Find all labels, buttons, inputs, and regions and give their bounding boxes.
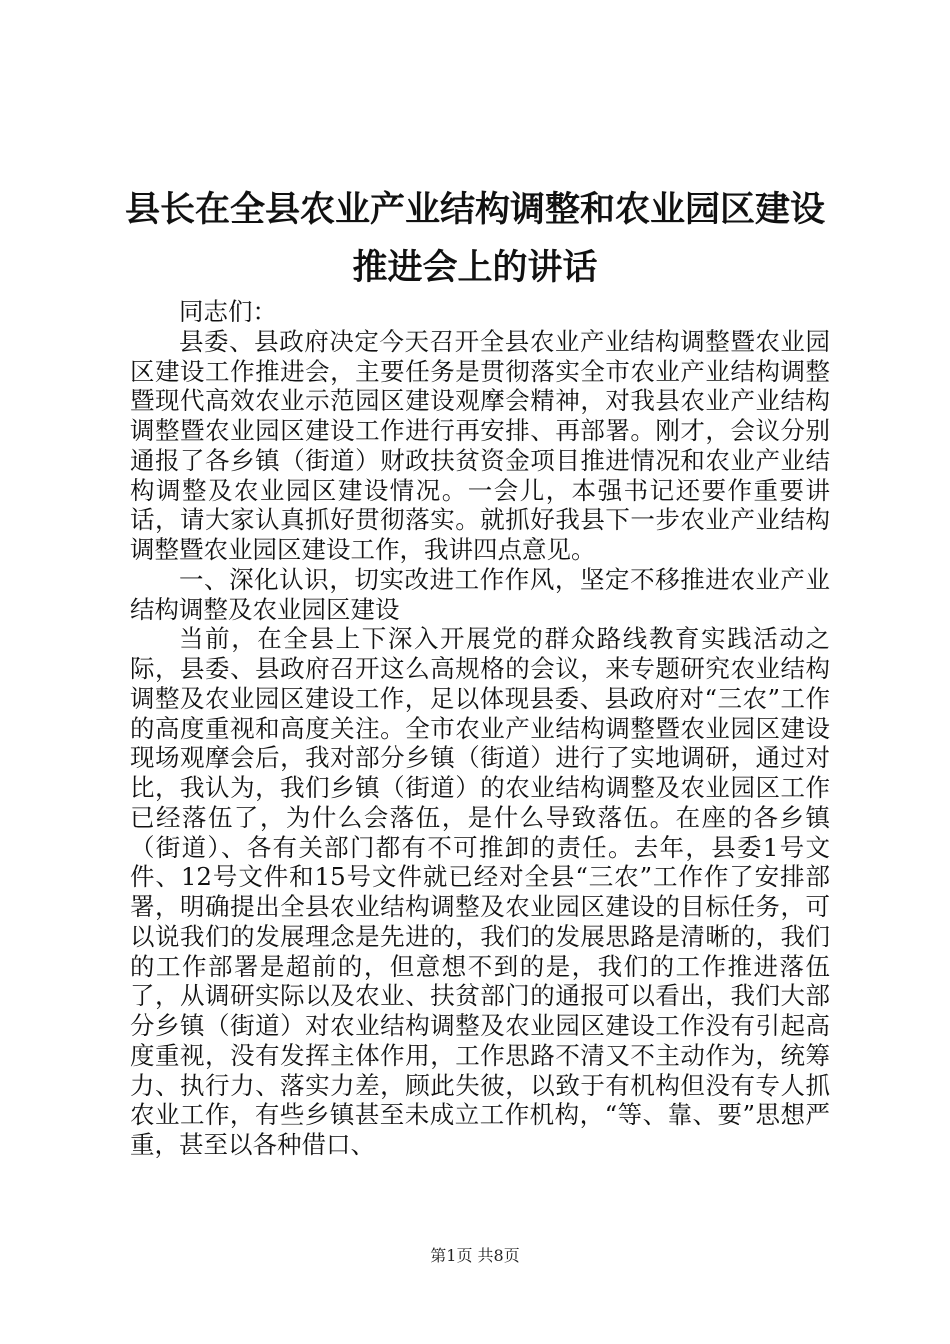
document-title-line-1: 县长在全县农业产业结构调整和农业园区建设 [124, 190, 825, 230]
paragraph-intro: 县委、县政府决定今天召开全县农业产业结构调整暨农业园区建设工作推进会，主要任务是贯彻落实全市农业产业结构调整暨现代高效农业示范园区建设观摩会精神，对我县农业产业结构调整暨农业园区建设工作进行再安排、再部署。刚才，会议分别通报了各乡镇（街道）财政扶贫资金项目推进情况和农业产业结构调整及农业园区建设情况。一会儿，本强书记还要作重要讲话，请大家认真抓好贯彻落实。就抓好我县下一步农业产业结构调整暨农业园区建设工作，我讲四点意见。 [130, 326, 830, 564]
salutation: 同志们： [179, 297, 277, 326]
document-body [130, 297, 830, 1160]
page-footer: 第1页 共8页 [430, 1246, 520, 1265]
paragraph-section-1: 当前，在全县上下深入开展党的群众路线教育实践活动之际，县委、县政府召开这么高规格的会议，来专题研究农业结构调整及农业园区建设工作，足以体现县委、县政府对“三农”工作的高度重视和高度关注。全市农业产业结构调整暨农业园区建设现场观摩会后，我对部分乡镇（街道）进行了实地调研，通过对比，我认为，我们乡镇（街道）的农业结构调整及农业园区工作已经落伍了，为什么会落伍，是什么导致落伍。在座的各乡镇（街道）、各有关部门都有不可推卸的责任。去年，县委1号文件、12号文件和15号文件就已经对全县“三农”工作作了安排部署，明确提出全县农业结构调整及农业园区建设的目标任务，可以说我们的发展理念是先进的，我们的发展思路是清晰的，我们的工作部署是超前的，但意想不到的是，我们的工作推进落伍了，从调研实际以及农业、扶贫部门的通报可以看出，我们大部分乡镇（街道）对农业结构调整及农业园区建设工作没有引起高度重视，没有发挥主体作用，工作思路不清又不主动作为，统筹力、执行力、落实力差，顾此失彼，以致于有机构但没有专人抓农业工作，有些乡镇甚至未成立工作机构，“等、靠、要”思想严重，甚至以各种借口、 [130, 624, 830, 1159]
document-title-line-2: 推进会上的讲话 [352, 248, 598, 288]
section-heading-1: 一、深化认识，切实改进工作作风，坚定不移推进农业产业结构调整及农业园区建设 [130, 564, 830, 624]
